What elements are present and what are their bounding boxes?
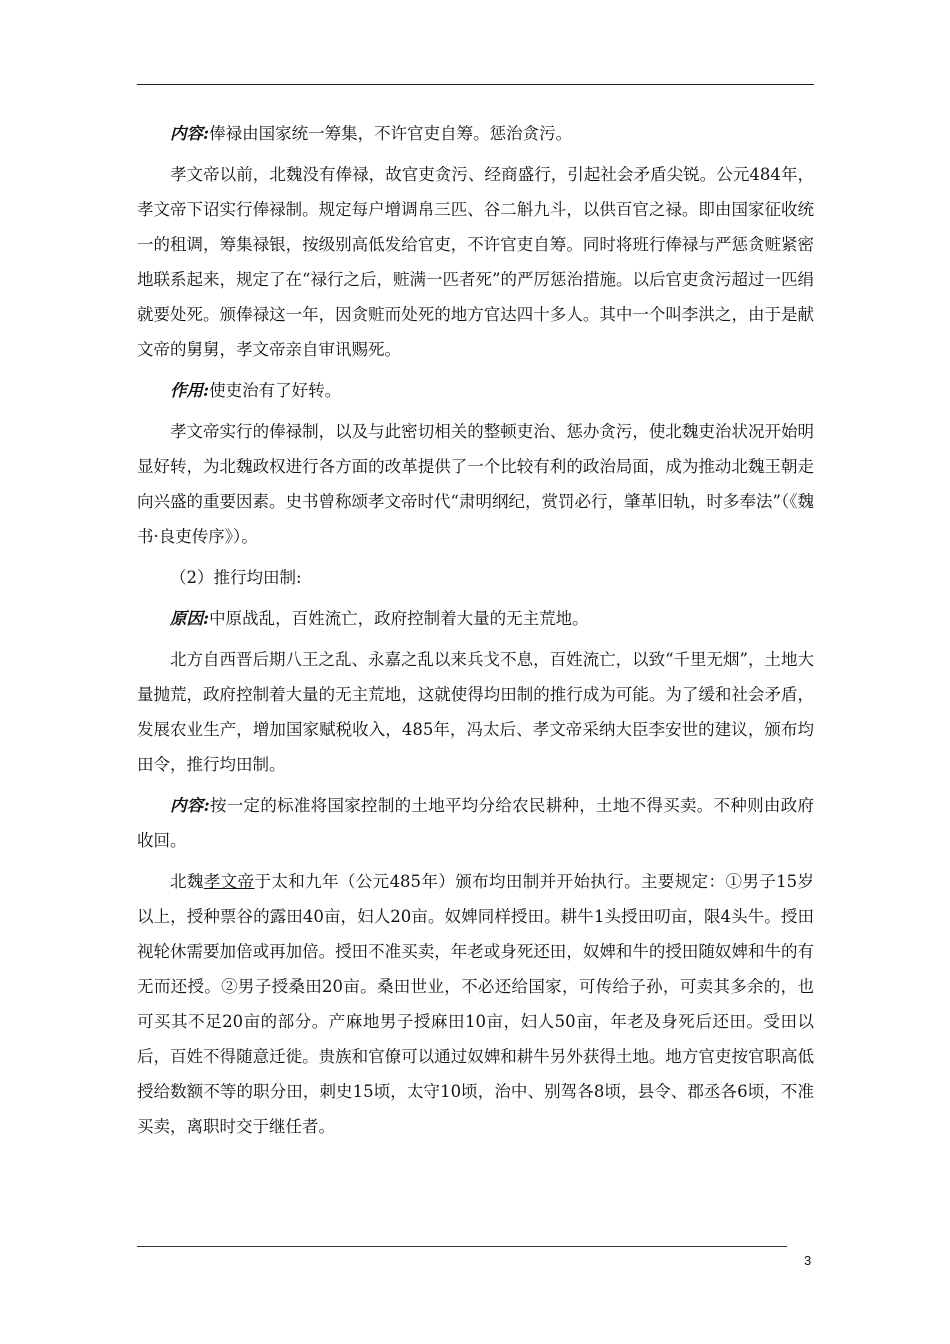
text-run: 北魏 bbox=[170, 872, 204, 891]
summary-text: 按一定的标准将国家控制的土地平均分给农民耕种，土地不得买卖。不种则由政府收回。 bbox=[137, 796, 815, 850]
subheading-equal-field: （2）推行均田制: bbox=[170, 568, 302, 587]
label-content: 内容: bbox=[170, 124, 210, 143]
header-rule bbox=[137, 84, 814, 85]
label-reason: 原因: bbox=[170, 609, 210, 628]
summary-text: 俸禄由国家统一筹集，不许官吏自筹。惩治贪污。 bbox=[209, 124, 573, 143]
section-content-1 bbox=[137, 116, 814, 151]
text-run: 于太和九年（公元485年）颁布均田制并开始执行。主要规定：①男子15岁以上，授种票谷的露田40亩，妇人20亩。奴婢同样授田。耕牛1头授田叨亩，限4头牛。授田视轮休需要加倍或再加倍。授田不准买卖，年老或身死还田，奴婢和牛的授田随奴婢和牛的有无而还授。②男子授桑田20亩。桑田世业，不必还给国家，可传给子孙，可卖其多余的，也可买其不足20亩的部分。产麻地男子授麻田10亩，妇人50亩，年老及身死后还田。受田以后，百姓不得随意迁徙。贵族和官僚可以通过奴婢和耕牛另外获得土地。地方官吏按官职高低授给数额不等的职分田，刺史15顷，太守10顷，治中、别驾各8顷，县令、郡丞各6顷，不准买卖，离职时交于继任者。 bbox=[137, 872, 814, 1136]
section-effect bbox=[137, 373, 814, 408]
document-body bbox=[137, 116, 814, 1150]
footer-rule bbox=[137, 1246, 787, 1247]
label-effect: 作用: bbox=[170, 381, 210, 400]
section-content-2 bbox=[137, 788, 814, 858]
link-xiaowendi[interactable]: 孝文帝 bbox=[203, 872, 255, 891]
page-number: 3 bbox=[804, 1253, 812, 1268]
paragraph-effect: 孝文帝实行的俸禄制，以及与此密切相关的整顿吏治、惩办贪污，使北魏吏治状况开始明显好转，为北魏政权进行各方面的改革提供了一个比较有利的政治局面，成为推动北魏王朝走向兴盛的重要因素。史书曾称颂孝文帝时代“肃明纲纪，赏罚必行，肇革旧轨，时多奉法”（《魏书·良吏传序》）。 bbox=[137, 422, 814, 546]
paragraph-salary-system: 孝文帝以前，北魏没有俸禄，故官吏贪污、经商盛行，引起社会矛盾尖锐。公元484年，孝文帝下诏实行俸禄制。规定每户增调帛三匹、谷二斛九斗，以供百官之禄。即由国家征收统一的租调，筹集禄银，按级别高低发给官吏，不许官吏自筹。同时将班行俸禄与严惩贪赃紧密地联系起来，规定了在“禄行之后，赃满一匹者死”的严厉惩治措施。以后官吏贪污超过一匹绢就要处死。颁俸禄这一年，因贪赃而处死的地方官达四十多人。其中一个叫李洪之，由于是献文帝的舅舅，孝文帝亲自审讯赐死。 bbox=[137, 165, 814, 359]
label-content: 内容: bbox=[170, 796, 210, 815]
paragraph-reason: 北方自西晋后期八王之乱、永嘉之乱以来兵戈不息，百姓流亡，以致“千里无烟”，土地大量抛荒，政府控制着大量的无主荒地，这就使得均田制的推行成为可能。为了缓和社会矛盾，发展农业生产，增加国家赋税收入，485年，冯太后、孝文帝采纳大臣李安世的建议，颁布均田令，推行均田制。 bbox=[137, 650, 814, 774]
summary-text: 使吏治有了好转。 bbox=[209, 381, 342, 400]
section-reason bbox=[137, 601, 814, 636]
paragraph-regulations bbox=[137, 864, 814, 1144]
summary-text: 中原战乱，百姓流亡，政府控制着大量的无主荒地。 bbox=[209, 609, 589, 628]
